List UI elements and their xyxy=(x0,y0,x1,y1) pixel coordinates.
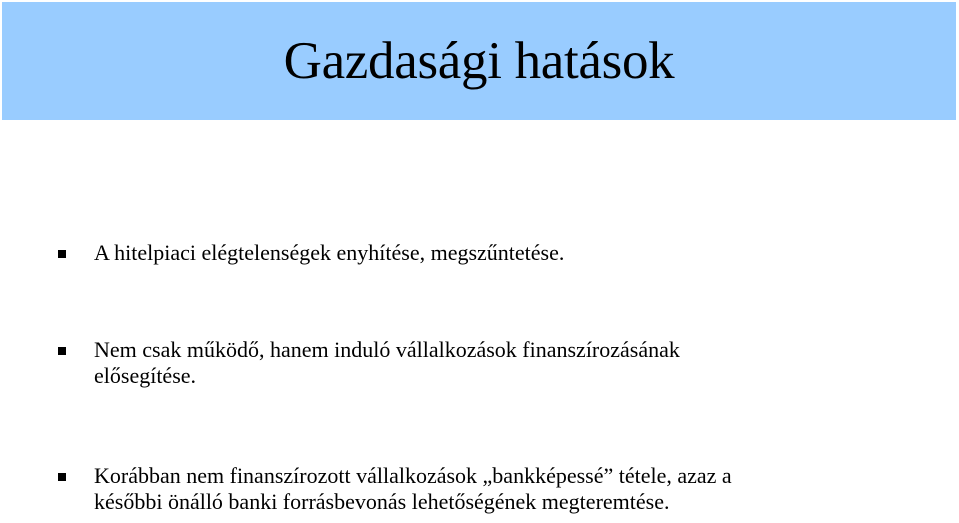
bullet-text xyxy=(94,463,934,515)
bullet-line: Korábban nem finanszírozott vállalkozások „bankképessé” tétele, azaz a xyxy=(94,463,732,488)
bullet-line: Nem csak működő, hanem induló vállalkozások finanszírozásának xyxy=(94,337,680,362)
square-bullet-icon xyxy=(58,250,66,258)
slide-title: Gazdasági hatások xyxy=(283,32,675,90)
bullet-line: későbbi önálló banki forrásbevonás lehetőségének megteremtése. xyxy=(94,489,670,514)
bullet-text xyxy=(94,240,934,266)
bullet-text xyxy=(94,337,934,389)
bullet-line: elősegítése. xyxy=(94,363,197,388)
square-bullet-icon xyxy=(58,347,66,355)
bullet-line: A hitelpiaci elégtelenségek enyhítése, megszűntetése. xyxy=(94,240,565,265)
square-bullet-icon xyxy=(58,473,66,481)
